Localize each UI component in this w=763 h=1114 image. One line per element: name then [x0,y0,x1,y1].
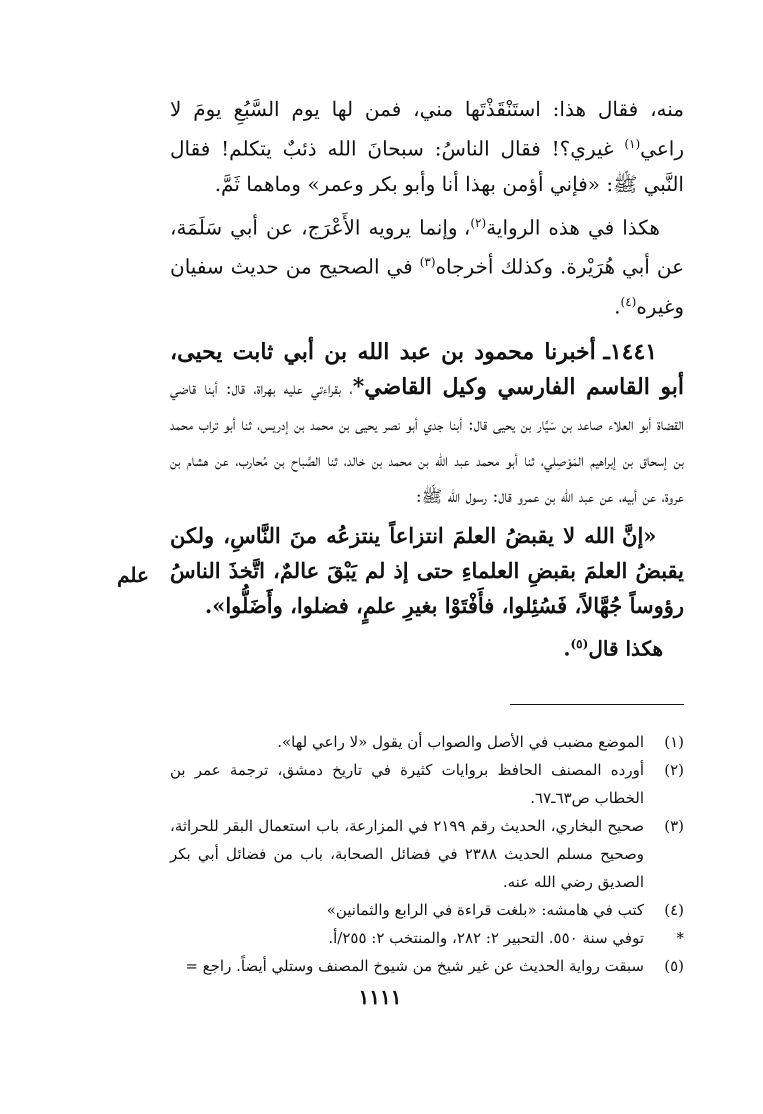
footnote-text: كتب في هامشه: «بلغت قراءة في الرابع والثمانين» [326,901,644,919]
p2-text-d: . [614,294,621,319]
footnote-ref-1: (١) [624,137,641,151]
footnote-item [170,952,684,980]
margin-note: علم [117,563,149,587]
footnote-item [170,924,684,952]
footnote-number: (٢) [664,761,684,779]
footnote-number: (٥) [664,957,684,975]
p2-text-c: في الصحيح من حديث سفيان وغيره [170,254,684,319]
footnote-ref-3: (٣) [419,255,436,270]
footnote-item [170,812,684,896]
p2-text-b: ، وإنما يرويه الأَعْرَج، عن أبي سَلَمَة، عن أبي هُرَيْرة. وكذلك أخرجاه [170,215,685,279]
footnote-number: * [676,929,684,947]
main-text [170,92,684,666]
page-number: ١١١١ [358,985,402,1009]
hadith-paragraph [170,335,684,514]
footnote-number: (٣) [664,817,684,835]
p1-text-b: غيري؟! فقال الناسُ: سبحانَ الله ذئبٌ يتكلم! فقال النَّبي ﷺ: «فإني أؤمن بهذا أنا وأبو بكر وعمر» وماهما ثَمَّ. [170,136,684,196]
hadith-heading: ١٤٤١ـ أخبرنا محمود بن عبد الله بن أبي ثابت يحيى، أبو القاسم الفارسي وكيل القاضي* [170,338,684,400]
footnote-number: (٤) [664,901,684,919]
footnote-ref-4: (٤) [620,294,637,309]
footnote-ref-5: (٥) [570,636,589,651]
paragraph-1 [170,92,684,202]
hadith-quote [170,518,684,623]
isnad-text: ، بقراءتي عليه بهراة، قال: أبنا قاضي القضاة أبو العلاء صاعد بن سَيَّار بن يحيى قال: أبنا جدي أبو نصر يحيى بن محمد بن إدريس، ثنا أبو تراب محمد بن إسحاق بن إبراهيم المَوْصِلي، ثنا أبو محمد عبد الله بن محمد بن خالد، ثنا الصَّباح بن مُحارب، عن هشام بن عروة، عن أبيه، عن عبد الله بن عمرو قال: رسول الله ﷺ: [170,378,684,507]
closing-line [170,627,684,667]
footnote-item [170,728,684,756]
footnote-text: سبقت رواية الحديث عن غير شيخ من شيوخ المصنف وستلي أيضاً. راجع = [185,957,644,975]
p1-text-a: منه، فقال هذا: استَنْقَذْتَها مني، فمن لها يوم السَّبُعِ يومَ لا راعي [170,97,684,161]
p2-text-a: هكذا في هذه الرواية [486,215,660,240]
closing-text-a: هكذا قال [588,636,664,661]
footnote-text: توفي سنة ٥٥٠. التحبير ٢: ٢٨٢، والمنتخب ٢: ٢٥٥/أ. [328,929,644,947]
footnote-text: الموضع مضبب في الأصل والصواب أن يقول «لا راعي لها». [277,733,644,751]
footnote-divider [510,704,684,705]
paragraph-2 [170,206,684,325]
quote-text: «إنَّ الله لا يقبضُ العلمَ انتزاعاً ينتزعُه منَ النَّاسِ، ولكن يقبضُ العلمَ بقبضِ العلماءِ حتى إذ لم يَبْقَ عالمٌ، اتَّخذَ الناسُ رؤوساً جُهَّالاً، فَسُئِلوا، فأَفْتَوْا بغيرِ علمٍ، فضلوا، وأَضَلُّوا». [170,522,684,618]
footnote-text: أورده المصنف الحافظ بروايات كثيرة في تاريخ دمشق، ترجمة عمر بن الخطاب ص٦٣ـ٦٧. [170,761,644,807]
footnote-text: صحيح البخاري، الحديث رقم ٢١٩٩ في المزارعة، باب استعمال البقر للحراثة، وصحيح مسلم الحديث ٢٣٨٨ في فضائل الصحابة، باب من فضائل أبي بكر الصديق رضي الله عنه. [170,817,644,891]
closing-text-b: . [563,636,571,661]
footnote-item [170,756,684,812]
footnote-number: (١) [664,733,684,751]
footnotes [170,728,684,980]
footnote-ref-2: (٢) [470,215,487,230]
footnote-item [170,896,684,924]
